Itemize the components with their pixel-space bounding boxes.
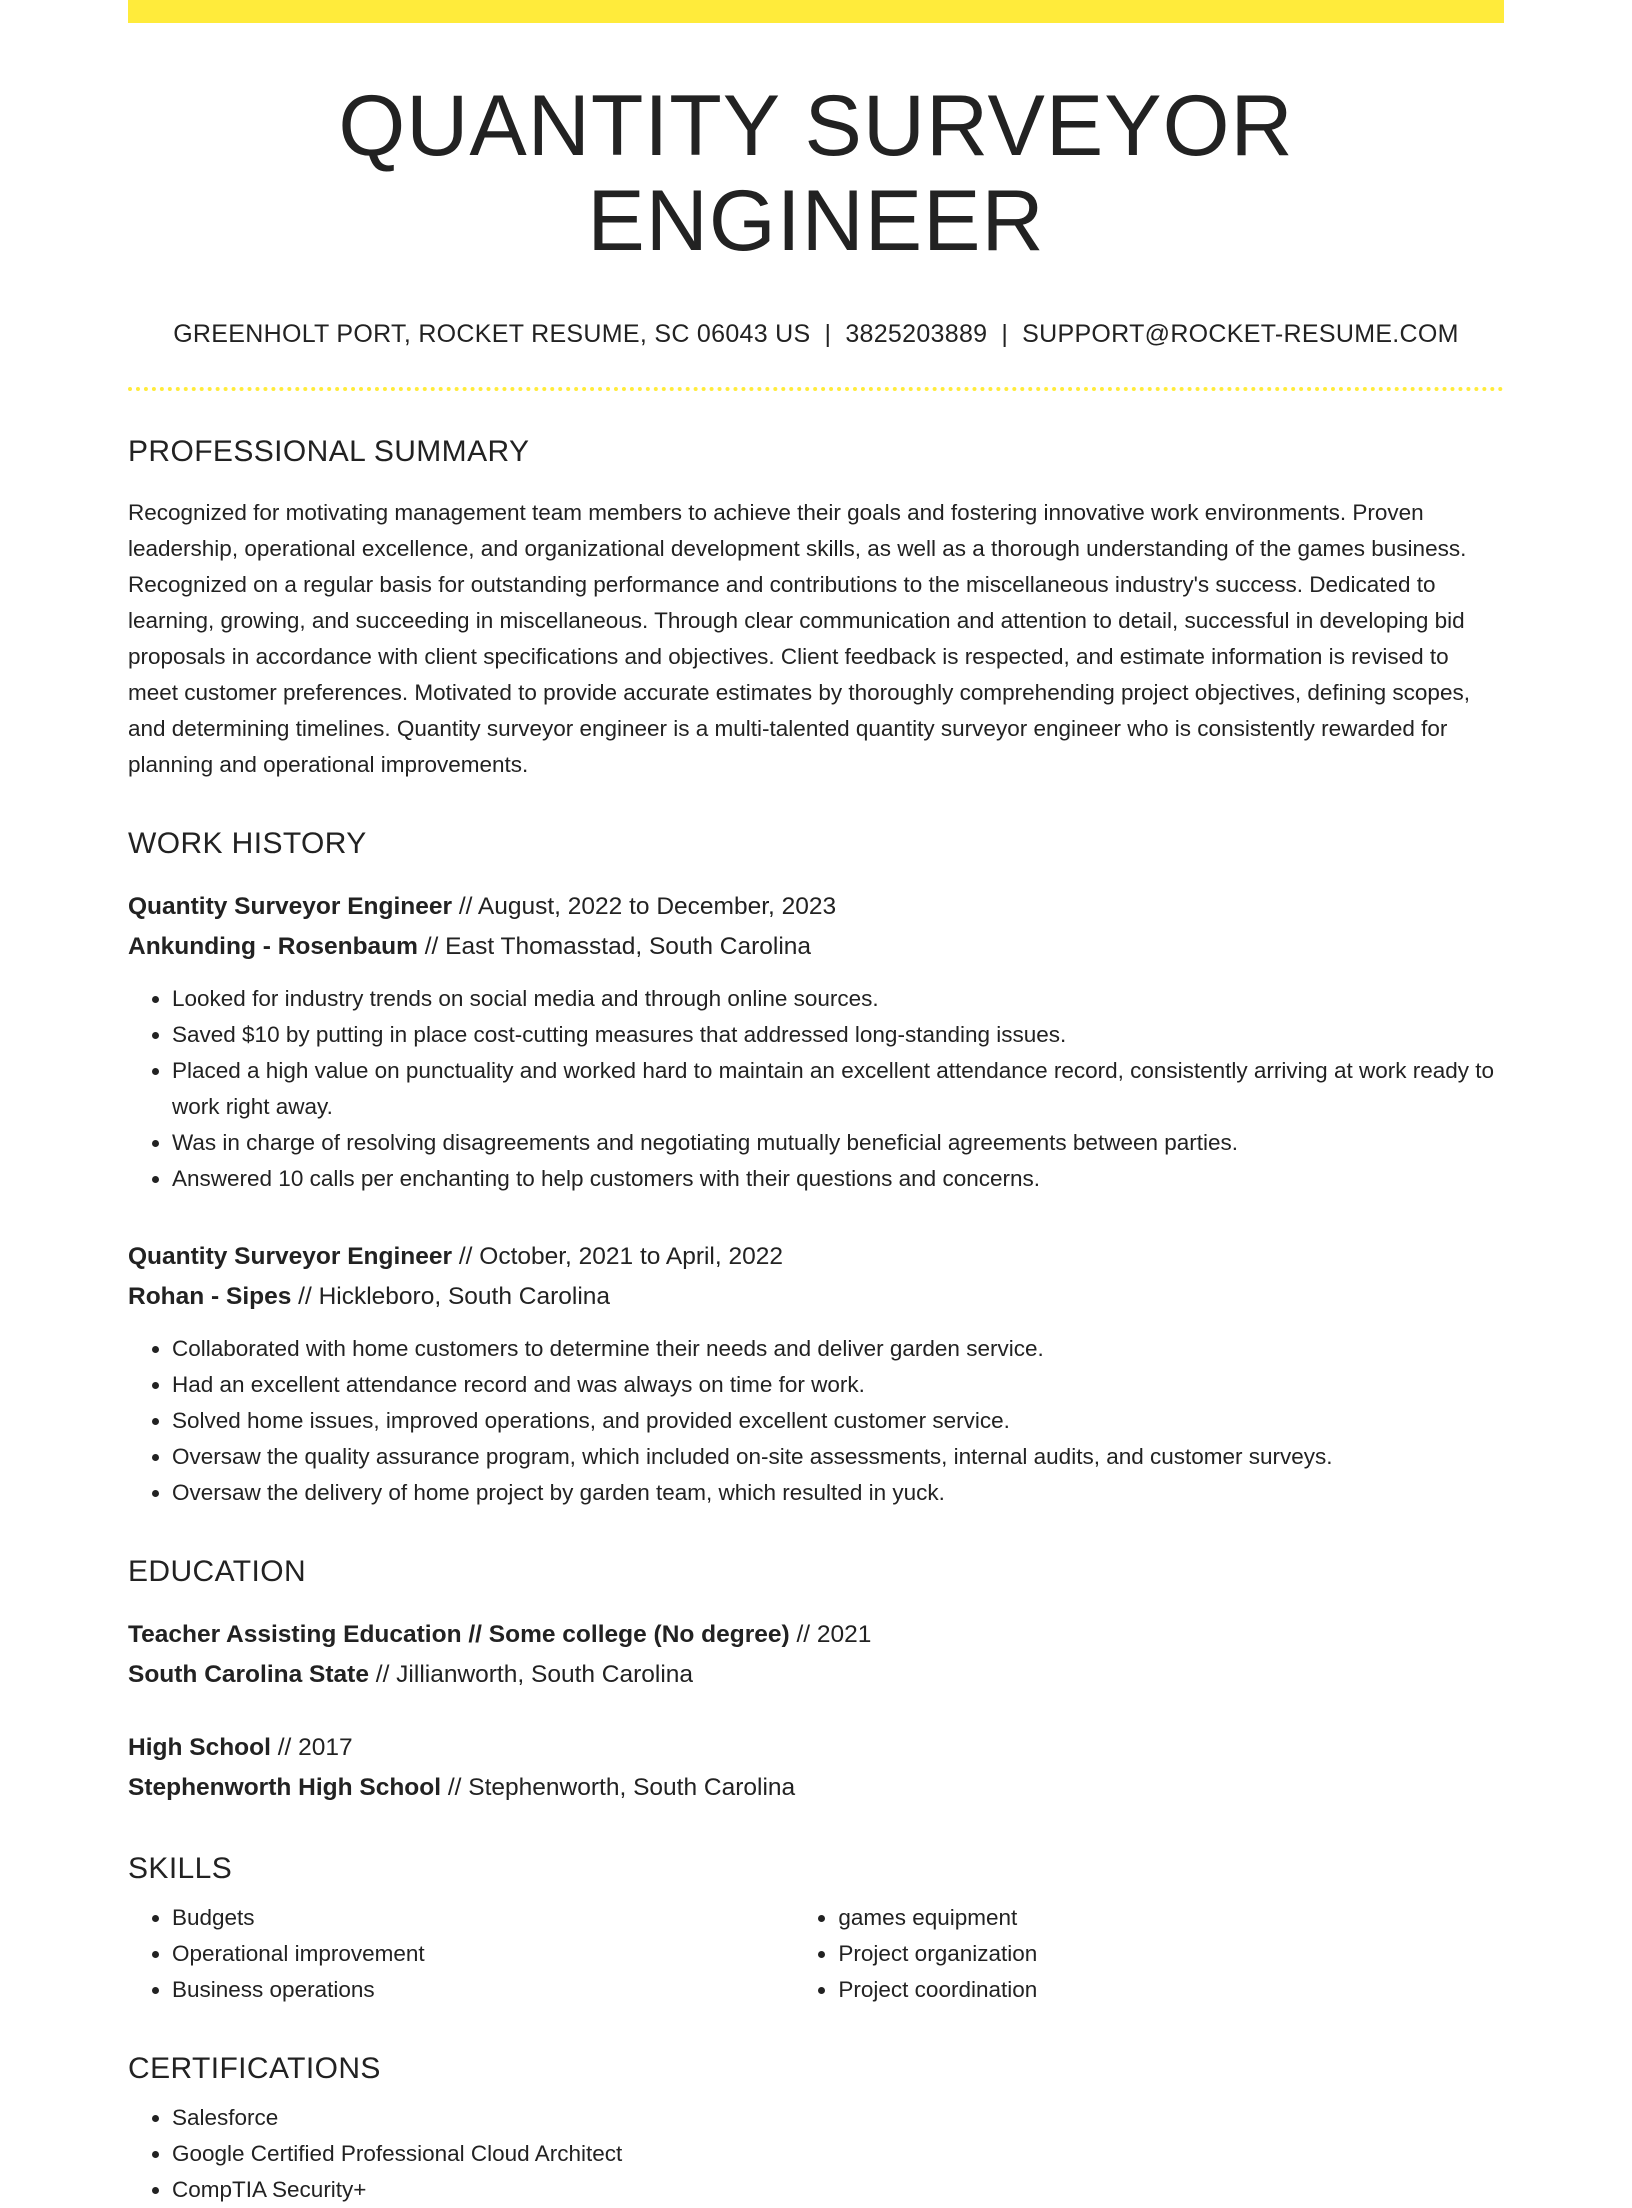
list-item: • Oversaw the delivery of home project by garden team, which resulted in yuck.	[172, 1475, 1504, 1511]
list-item: • Project organization	[838, 1936, 1504, 1972]
education-year: // 2021	[789, 1621, 872, 1649]
education-entry	[128, 1615, 1504, 1695]
contact-phone: 3825203889	[845, 320, 988, 349]
job-entry	[128, 1237, 1504, 1511]
education-location: // Stephenworth, South Carolina	[441, 1774, 796, 1802]
education-degree-line	[128, 1728, 1504, 1768]
job-title-line	[128, 1237, 1504, 1277]
job-title: Quantity Surveyor Engineer	[128, 1243, 453, 1271]
education-degree-line	[128, 1615, 1504, 1655]
contact-line	[128, 320, 1504, 349]
accent-top-bar	[128, 0, 1504, 23]
job-company-line	[128, 1277, 1504, 1317]
education-degree: Teacher Assisting Education // Some college (No degree)	[128, 1621, 790, 1649]
education-school-line	[128, 1768, 1504, 1808]
list-item: • Answered 10 calls per enchanting to help customers with their questions and concerns.	[172, 1161, 1504, 1197]
contact-address: GREENHOLT PORT, ROCKET RESUME, SC 06043 US	[173, 320, 811, 349]
resume-title: QUANTITY SURVEYOR ENGINEER	[338, 78, 1294, 269]
list-item: • Had an excellent attendance record and was always on time for work.	[172, 1367, 1504, 1403]
list-item: • Salesforce	[172, 2100, 1504, 2136]
list-item: • Business operations	[172, 1972, 794, 2008]
contact-separator: |	[1001, 320, 1009, 349]
list-item: • Collaborated with home customers to determine their needs and deliver garden service.	[172, 1331, 1504, 1367]
list-item: • Looked for industry trends on social media and through online sources.	[172, 981, 1504, 1017]
list-item: • Google Certified Professional Cloud Architect	[172, 2136, 1504, 2172]
section-heading-certifications: CERTIFICATIONS	[128, 2052, 381, 2086]
contact-email: SUPPORT@ROCKET-RESUME.COM	[1022, 320, 1459, 349]
contact-separator: |	[824, 320, 832, 349]
job-bullets	[128, 981, 1504, 1197]
section-heading-education: EDUCATION	[128, 1555, 307, 1589]
list-item: • Project coordination	[838, 1972, 1504, 2008]
job-title-line	[128, 887, 1504, 927]
skills-list	[128, 1900, 1504, 2008]
education-year: // 2017	[270, 1734, 353, 1762]
list-item: • games equipment	[838, 1900, 1504, 1936]
skills-column-right	[794, 1900, 1504, 2008]
list-item: • Placed a high value on punctuality and worked hard to maintain an excellent attendance record, consistently arriving at work ready to work right away.	[172, 1053, 1504, 1125]
education-entry	[128, 1728, 1504, 1808]
job-location: // Hickleboro, South Carolina	[291, 1283, 611, 1311]
list-item: • Solved home issues, improved operations, and provided excellent customer service.	[172, 1403, 1504, 1439]
job-company: Ankunding - Rosenbaum	[128, 933, 418, 961]
list-item: • Oversaw the quality assurance program, which included on-site assessments, internal audits, and customer surveys.	[172, 1439, 1504, 1475]
job-company: Rohan - Sipes	[128, 1283, 292, 1311]
job-location: // East Thomasstad, South Carolina	[417, 933, 812, 961]
education-school: South Carolina State	[128, 1661, 369, 1689]
section-heading-work-history: WORK HISTORY	[128, 827, 367, 861]
job-entry	[128, 887, 1504, 1197]
summary-text: Recognized for motivating management team members to achieve their goals and fostering innovative work environments. Proven leadership, operational excellence, and organizational development skills, as well as a thorough understanding of the games business. Recognized on a regular basis for outstanding performance and contributions to the miscellaneous industry's success. Dedicated to learning, growing, and succeeding in miscellaneous. Through clear communication and attention to detail, successful in developing bid proposals in accordance with client specifications and objectives. Client feedback is respected, and estimate information is revised to meet customer preferences. Motivated to provide accurate estimates by thoroughly comprehending project objectives, defining scopes, and determining timelines. Quantity surveyor engineer is a multi-talented quantity surveyor engineer who is consistently rewarded for planning and operational improvements.	[128, 500, 1470, 778]
list-item: • Saved $10 by putting in place cost-cutting measures that addressed long-standing issues.	[172, 1017, 1504, 1053]
list-item: • Was in charge of resolving disagreements and negotiating mutually beneficial agreements between parties.	[172, 1125, 1504, 1161]
job-dates: // August, 2022 to December, 2023	[452, 893, 837, 921]
job-title: Quantity Surveyor Engineer	[128, 893, 453, 921]
education-school: Stephenworth High School	[128, 1774, 442, 1802]
skills-column-left	[128, 1900, 794, 2008]
education-school-line	[128, 1655, 1504, 1695]
resume-page	[128, 0, 1504, 2208]
dotted-divider	[128, 387, 1504, 391]
job-dates: // October, 2021 to April, 2022	[452, 1243, 783, 1271]
section-heading-summary: PROFESSIONAL SUMMARY	[128, 435, 530, 469]
list-item: • Operational improvement	[172, 1936, 794, 1972]
certifications-list	[128, 2100, 1504, 2208]
list-item: • Budgets	[172, 1900, 794, 1936]
list-item: • CompTIA Security+	[172, 2172, 1504, 2208]
section-heading-skills: SKILLS	[128, 1852, 233, 1886]
job-company-line	[128, 927, 1504, 967]
job-bullets	[128, 1331, 1504, 1511]
education-location: // Jillianworth, South Carolina	[368, 1661, 694, 1689]
education-degree: High School	[128, 1734, 271, 1762]
